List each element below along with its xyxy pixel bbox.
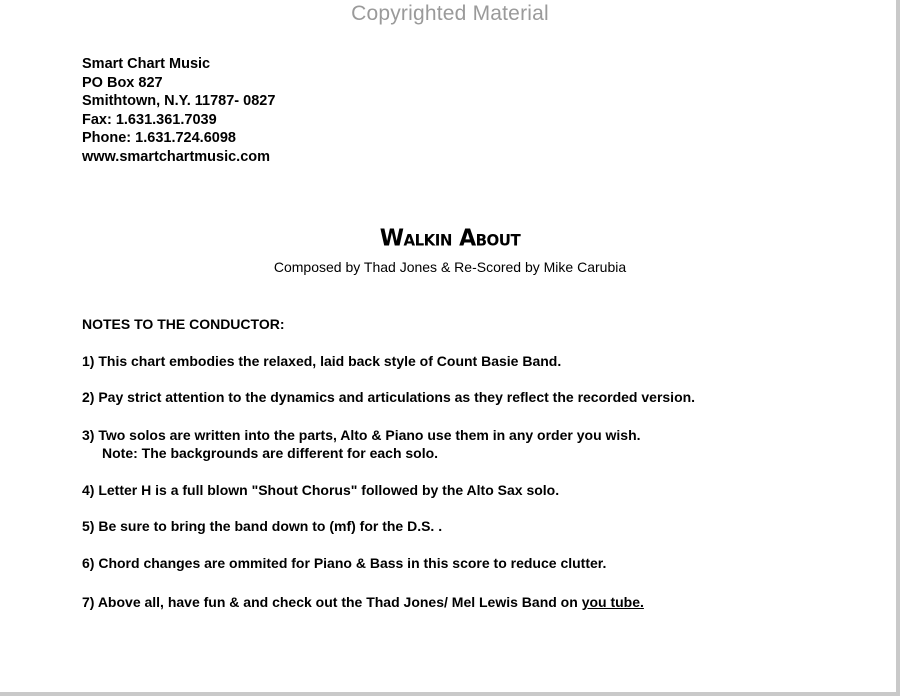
publisher-name: Smart Chart Music	[82, 56, 211, 72]
note-3-text: 3) Two solos are written into the parts, Alto & Piano use them in any order you wish.	[82, 427, 641, 443]
note-3	[82, 426, 641, 462]
publisher-phone: Phone: 1.631.724.6098	[82, 130, 236, 146]
note-7	[82, 593, 644, 611]
note-3-subnote: Note: The backgrounds are different for each solo.	[102, 445, 439, 461]
publisher-website: www.smartchartmusic.com	[82, 148, 271, 165]
publisher-po-box: PO Box 827	[82, 74, 163, 91]
publisher-fax: Fax: 1.631.361.7039	[82, 111, 217, 128]
publisher-city: Smithtown, N.Y. 11787- 0827	[82, 93, 276, 109]
note-4: 4) Letter H is a full blown "Shout Chorus" followed by the Alto Sax solo.	[82, 482, 560, 498]
song-title: Walkin About	[379, 225, 521, 252]
song-credits: Composed by Thad Jones & Re-Scored by Mike Carubia	[273, 259, 627, 275]
youtube-link[interactable]: you tube.	[581, 594, 644, 610]
note-6: 6) Chord changes are ommited for Piano & Bass in this score to reduce clutter.	[82, 555, 607, 571]
note-7-text: 7) Above all, have fun & and check out the Thad Jones/ Mel Lewis Band on	[82, 594, 578, 610]
notes-heading: NOTES TO THE CONDUCTOR:	[82, 316, 285, 332]
note-5: 5) Be sure to bring the band down to (mf) for the D.S. .	[82, 518, 443, 534]
publisher-address	[82, 55, 275, 166]
copyright-watermark: Copyrighted Material	[351, 2, 549, 25]
note-1: 1) This chart embodies the relaxed, laid back style of Count Basie Band.	[82, 353, 562, 369]
note-2: 2) Pay strict attention to the dynamics and articulations as they reflect the recorded version.	[82, 389, 696, 405]
